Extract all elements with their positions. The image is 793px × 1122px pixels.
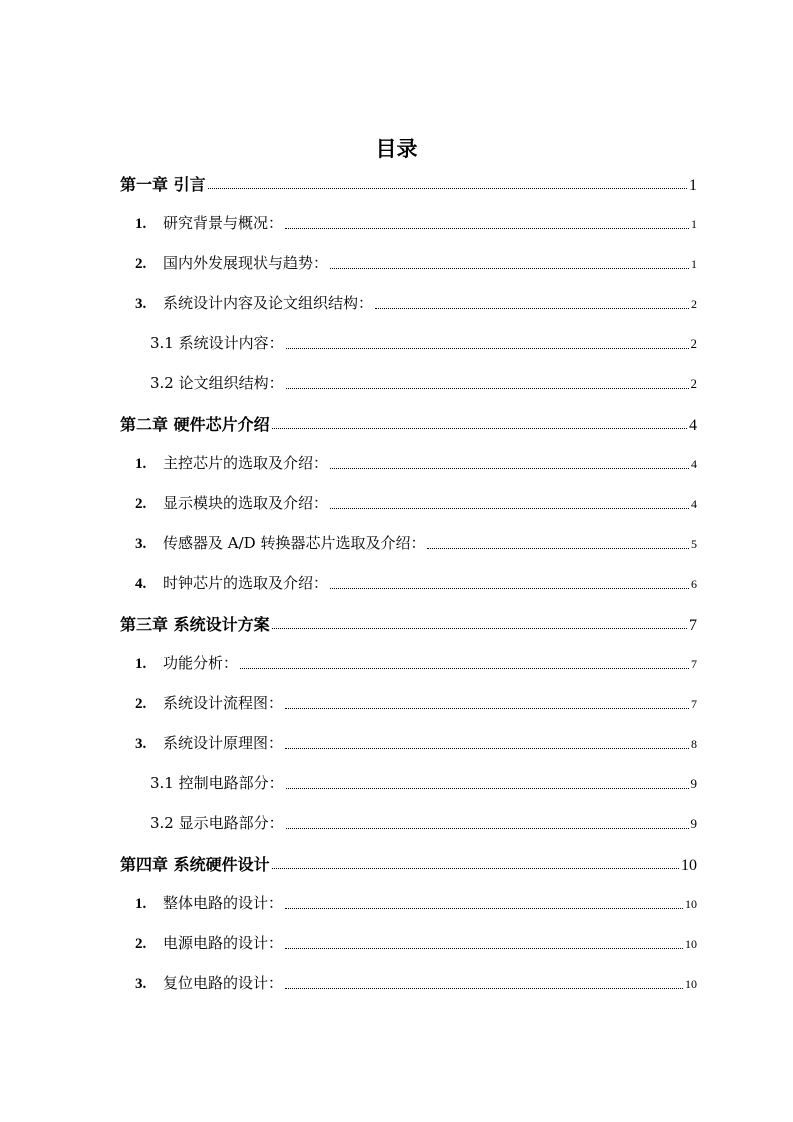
toc-page-number: 2 [691,297,697,311]
dot-leader [285,228,689,229]
toc-entry-label: 3.2 显示电路部分： [150,814,284,832]
toc-section-4-2[interactable] [135,932,697,956]
toc-section-2-1[interactable] [135,452,697,476]
dot-leader [240,668,689,669]
toc-chapter-3[interactable] [120,612,697,636]
dot-leader [375,308,689,309]
dot-leader [330,468,689,469]
toc-page-number: 10 [685,937,697,951]
toc-page-number: 6 [691,577,697,591]
dot-leader [330,588,689,589]
toc-section-2-2[interactable] [135,492,697,516]
toc-entry-label: 3.1 控制电路部分： [150,774,284,792]
toc-section-1-1[interactable] [135,212,697,236]
toc-section-3-3[interactable] [135,732,697,756]
toc-entry-number: 1. [135,656,147,672]
toc-entry-number: 4. [135,576,147,592]
toc-chapter-1[interactable] [120,172,697,196]
toc-entry-number: 3. [135,296,147,312]
toc-entry-number: 2. [135,256,147,272]
toc-entry-label: 研究背景与概况： [163,214,284,232]
toc-page-number: 7 [691,657,697,671]
toc-subsection-3-3-2[interactable] [150,812,697,836]
toc-entry-label: 功能分析： [163,654,239,672]
toc-entry-label: 3.2 论文组织结构： [150,374,284,392]
toc-entry-label: 电源电路的设计： [163,934,284,952]
toc-entry-label: 第二章 硬件芯片介绍 [120,415,270,434]
toc-page-number: 7 [691,697,697,711]
toc-entry-number: 1. [135,456,147,472]
toc-page-number: 8 [691,737,697,751]
toc-entry-label: 第四章 系统硬件设计 [120,855,270,874]
dot-leader [286,388,689,389]
toc-page-number: 5 [691,537,697,551]
toc-entry-label: 国内外发展现状与趋势： [163,254,329,272]
toc-page-number: 1 [691,257,697,271]
toc-entry-label: 复位电路的设计： [163,974,284,992]
toc-entry-label: 第一章 引言 [120,175,206,194]
toc-section-1-3[interactable] [135,292,697,316]
toc-page-number: 2 [690,336,697,351]
toc-section-1-2[interactable] [135,252,697,276]
toc-entry-label: 整体电路的设计： [163,894,284,912]
toc-entry-number: 2. [135,696,147,712]
toc-title: 目录 [375,137,418,161]
dot-leader [272,428,687,429]
dot-leader [285,988,683,989]
dot-leader [286,348,689,349]
dot-leader [272,868,679,869]
toc-page-number: 1 [691,217,697,231]
toc-page-number: 2 [690,376,697,391]
toc-entry-label: 时钟芯片的选取及介绍： [163,574,329,592]
toc-page-number: 4 [689,417,697,434]
toc-section-3-2[interactable] [135,692,697,716]
toc-entry-number: 1. [135,216,147,232]
toc-page-number: 4 [691,457,697,471]
toc-page-number: 7 [689,617,697,634]
dot-leader [330,268,689,269]
toc-subsection-1-3-1[interactable] [150,332,697,356]
toc-chapter-2[interactable] [120,412,697,436]
toc-entry-label: 显示模块的选取及介绍： [163,494,329,512]
toc-entry-label: 系统设计内容及论文组织结构： [163,294,374,312]
toc-page-number: 10 [685,977,697,991]
dot-leader [285,948,683,949]
dot-leader [208,188,687,189]
toc-page-number: 9 [690,776,697,791]
toc-page-number: 4 [691,497,697,511]
toc-page-number: 1 [689,177,697,194]
toc-page-number: 9 [690,816,697,831]
dot-leader [285,708,689,709]
dot-leader [286,828,689,829]
toc-section-4-3[interactable] [135,972,697,996]
toc-subsection-3-3-1[interactable] [150,772,697,796]
toc-section-4-1[interactable] [135,892,697,916]
toc-entry-number: 2. [135,936,147,952]
toc-entry-label: 3.1 系统设计内容： [150,334,284,352]
dot-leader [330,508,689,509]
toc-entry-label: 第三章 系统设计方案 [120,615,270,634]
toc-subsection-1-3-2[interactable] [150,372,697,396]
toc-entry-number: 2. [135,496,147,512]
toc-page-number: 10 [685,897,697,911]
dot-leader [285,748,689,749]
toc-entry-label: 传感器及 A/D 转换器芯片选取及介绍： [163,534,426,552]
toc-entry-number: 3. [135,736,147,752]
toc-entry-number: 3. [135,976,147,992]
toc-section-3-1[interactable] [135,652,697,676]
toc-entry-number: 3. [135,536,147,552]
toc-entry-number: 1. [135,896,147,912]
toc-entry-label: 系统设计原理图： [163,734,284,752]
dot-leader [272,628,687,629]
toc-entry-label: 系统设计流程图： [163,694,284,712]
toc-section-2-3[interactable] [135,532,697,556]
toc-chapter-4[interactable] [120,852,697,876]
dot-leader [286,788,689,789]
dot-leader [427,548,689,549]
toc-page-number: 10 [681,857,697,874]
toc-section-2-4[interactable] [135,572,697,596]
toc-entry-label: 主控芯片的选取及介绍： [163,454,329,472]
dot-leader [285,908,683,909]
